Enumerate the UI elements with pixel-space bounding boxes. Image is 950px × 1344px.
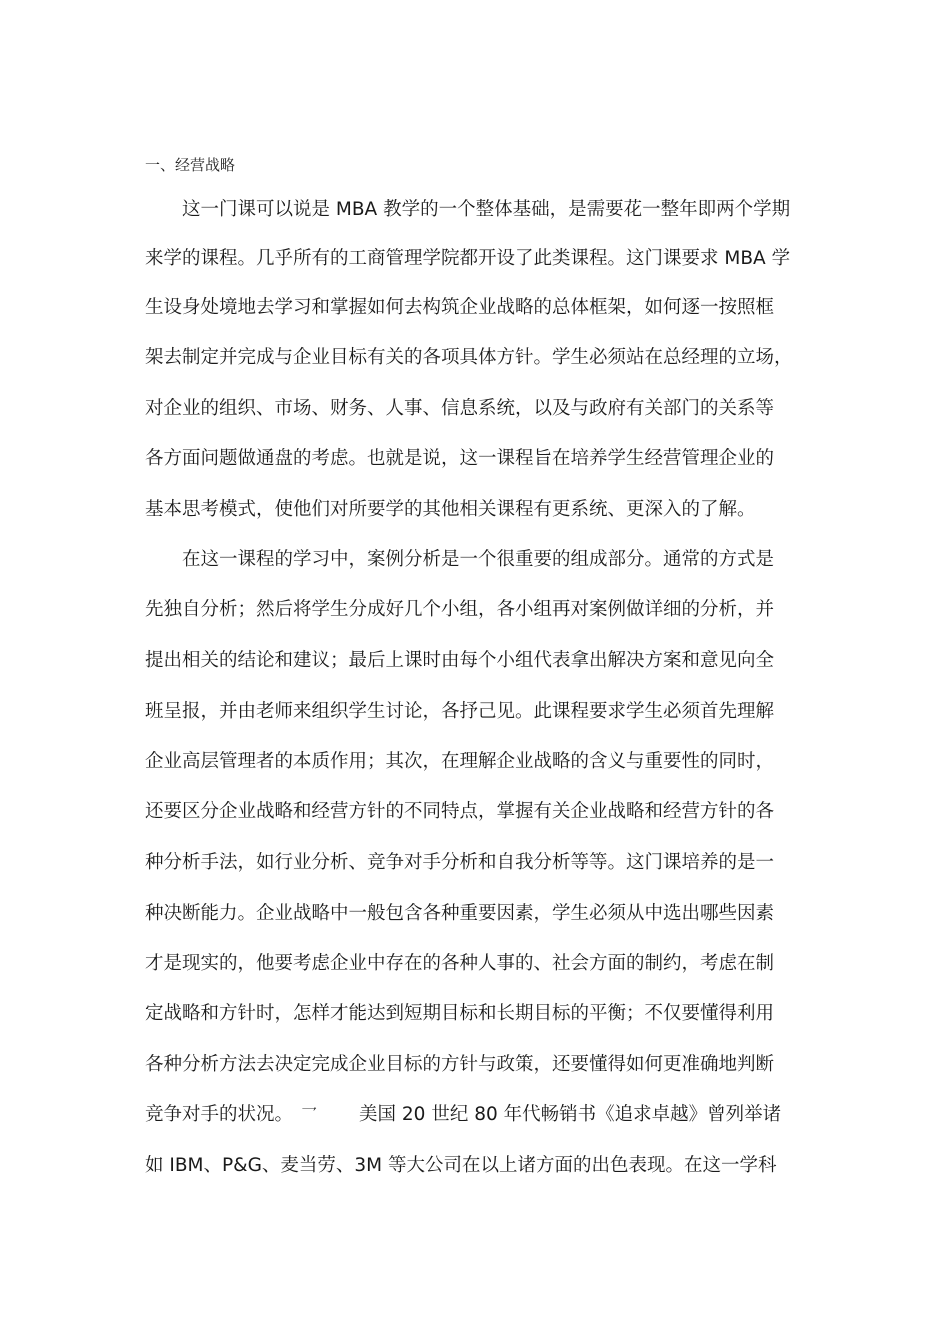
text-line [145,1102,825,1128]
text-line: 种分析手法，如行业分析、竞争对手分析和自我分析等等。这门课培养的是一 [145,852,775,873]
text-line: 才是现实的，他要考虑企业中存在的各种人事的、社会方面的制约，考虑在制 [145,953,775,974]
text-line: 先独自分析；然后将学生分成好几个小组，各小组再对案例做详细的分析，并 [145,599,775,620]
text-line: 各方面问题做通盘的考虑。也就是说，这一课程旨在培养学生经营管理企业的 [145,448,775,469]
text-line: 定战略和方针时，怎样才能达到短期目标和长期目标的平衡；不仅要懂得利用 [145,1003,775,1024]
text-segment: 竞争对手的状况。 [145,1104,294,1125]
text-line: 企业高层管理者的本质作用；其次，在理解企业战略的含义与重要性的同时， [145,751,775,772]
text-line: 各种分析方法去决定完成企业目标的方针与政策，还要懂得如何更准确地判断 [145,1054,775,1075]
text-line: 这一门课可以说是 MBA 教学的一个整体基础，是需要花一整年即两个学期 [145,199,791,220]
text-line: 还要区分企业战略和经营方针的不同特点，掌握有关企业战略和经营方针的各 [145,801,775,822]
text-line: 来学的课程。几乎所有的工商管理学院都开设了此类课程。这门课要求 MBA 学 [145,248,791,269]
stray-mark: 乛 [301,1105,318,1124]
text-line: 如 IBM、P&G、麦当劳、3M 等大公司在以上诸方面的出色表现。在这一学科 [145,1155,777,1176]
text-line: 架去制定并完成与企业目标有关的各项具体方针。学生必须站在总经理的立场， [145,347,793,368]
text-line: 生设身处境地去学习和掌握如何去构筑企业战略的总体框架，如何逐一按照框 [145,297,775,318]
text-line: 班呈报，并由老师来组织学生讨论，各抒己见。此课程要求学生必须首先理解 [145,701,775,722]
text-line: 对企业的组织、市场、财务、人事、信息系统，以及与政府有关部门的关系等 [145,398,775,419]
text-line: 种决断能力。企业战略中一般包含各种重要因素，学生必须从中选出哪些因素 [145,903,775,924]
section-heading: 一、经营战略 [145,156,236,174]
text-line: 在这一课程的学习中，案例分析是一个很重要的组成部分。通常的方式是 [145,549,775,570]
text-line: 基本思考模式，使他们对所要学的其他相关课程有更系统、更深入的了解。 [145,499,756,520]
text-line: 提出相关的结论和建议；最后上课时由每个小组代表拿出解决方案和意见向全 [145,650,775,671]
text-segment: 美国 20 世纪 80 年代畅销书《追求卓越》曾列举诸 [359,1104,782,1125]
